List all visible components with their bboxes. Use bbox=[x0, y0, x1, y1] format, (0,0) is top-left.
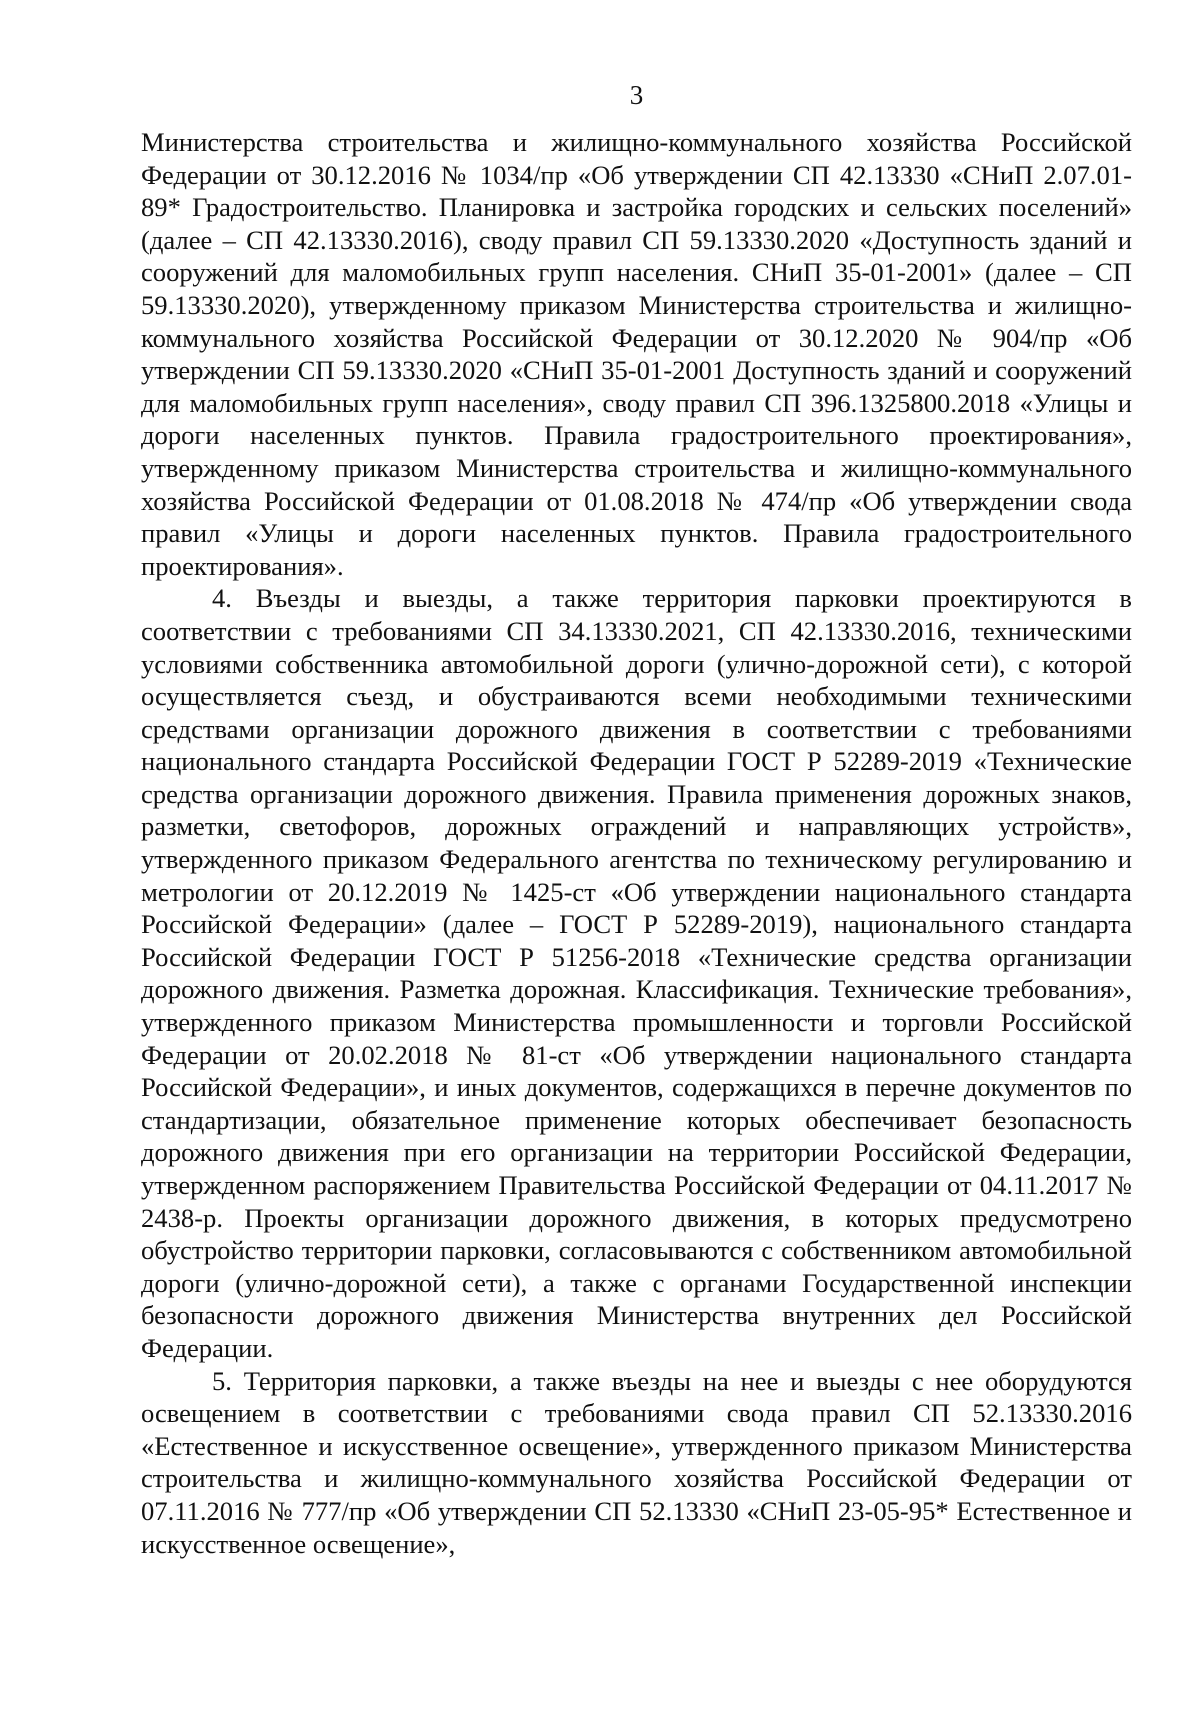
paragraph-item-5: 5. Территория парковки, а также въезды на нее и выезды с нее оборудуются освещением в соответствии с требованиями свода правил СП 52.13330.2016 «Естественное и искусственное освещение», утвержденного приказом Министерства строительства и жилищно-коммунального хозяйства Российской Федерации от 07.11.2016 № 777/пр «Об утверждении СП 52.13330 «СНиП 23-05-95* Естественное и искусственное освещение», bbox=[141, 1365, 1132, 1559]
document-page bbox=[141, 78, 1132, 1560]
paragraph-continuation: Министерства строительства и жилищно-коммунального хозяйства Российской Федерации от 30.12.2016 № 1034/пр «Об утверждении СП 42.13330 «СНиП 2.07.01-89* Градостроительство. Планировка и застройка городских и сельских поселений» (далее – СП 42.13330.2016), своду правил СП 59.13330.2020 «Доступность зданий и сооружений для маломобильных групп населения. СНиП 35-01-2001» (далее – СП 59.13330.2020), утвержденному приказом Министерства строительства и жилищно-коммунального хозяйства Российской Федерации от 30.12.2020 № 904/пр «Об утверждении СП 59.13330.2020 «СНиП 35-01-2001 Доступность зданий и сооружений для маломобильных групп населения», своду правил СП 396.1325800.2018 «Улицы и дороги населенных пунктов. Правила градостроительного проектирования», утвержденному приказом Министерства строительства и жилищно-коммунального хозяйства Российской Федерации от 01.08.2018 № 474/пр «Об утверждении свода правил «Улицы и дороги населенных пунктов. Правила градостроительного проектирования». bbox=[141, 127, 1132, 581]
paragraph-item-4: 4. Въезды и выезды, а также территория парковки проектируются в соответствии с требованиями СП 34.13330.2021, СП 42.13330.2016, техническими условиями собственника автомобильной дороги (улично-дорожной сети), с которой осуществляется съезд, и обустраиваются всеми необходимыми техническими средствами организации дорожного движения в соответствии с требованиями национального стандарта Российской Федерации ГОСТ Р 52289-2019 «Технические средства организации дорожного движения. Правила применения дорожных знаков, разметки, светофоров, дорожных ограждений и направляющих устройств», утвержденного приказом Федерального агентства по техническому регулированию и метрологии от 20.12.2019 № 1425-ст «Об утверждении национального стандарта Российской Федерации» (далее – ГОСТ Р 52289-2019), национального стандарта Российской Федерации ГОСТ Р 51256-2018 «Технические средства организации дорожного движения. Разметка дорожная. Классификация. Технические требования», утвержденного приказом Министерства промышленности и торговли Российской Федерации от 20.02.2018 № 81-ст «Об утверждении национального стандарта Российской Федерации», и иных документов, содержащихся в перечне документов по стандартизации, обязательное применение которых обеспечивает безопасность дорожного движения при его организации на территории Российской Федерации, утвержденном распоряжением Правительства Российской Федерации от 04.11.2017 № 2438-р. Проекты организации дорожного движения, в которых предусмотрено обустройство территории парковки, согласовываются с собственником автомобильной дороги (улично-дорожной сети), а также с органами Государственной инспекции безопасности дорожного движения Министерства внутренних дел Российской Федерации. bbox=[141, 583, 1132, 1363]
page-number: 3 bbox=[629, 80, 644, 110]
